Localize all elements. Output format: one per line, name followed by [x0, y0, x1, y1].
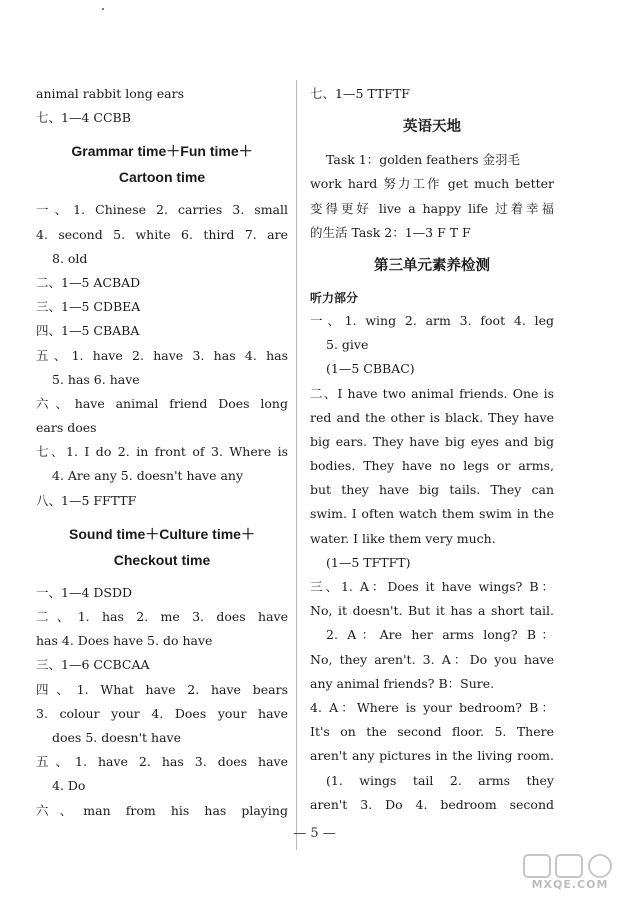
answer-line: 4. A：Where is your bedroom? B：: [310, 699, 554, 715]
answer-line: 四、1. What have 2. have bears: [36, 681, 288, 697]
answer-line: 5. give: [326, 337, 369, 353]
watermark-text: MXQE.COM: [531, 878, 609, 891]
answer-line: 4. Are any 5. doesn't have any: [52, 468, 244, 484]
section-heading: 英语天地: [403, 119, 461, 136]
answer-line: 五、1. have 2. have 3. has 4. has: [36, 347, 288, 363]
spacer: [36, 513, 288, 521]
answer-line: 4. Do: [52, 778, 86, 794]
answer-line: (1—5 CBBAC): [326, 361, 415, 377]
answer-line: water. I like them very much.: [310, 530, 496, 546]
answer-line: 七、1—4 CCBB: [36, 110, 131, 126]
section-heading: 第三单元素养检测: [374, 257, 490, 274]
spacer: [310, 106, 554, 114]
answer-line: 二、1—5 ACBAD: [36, 274, 141, 290]
answer-line: 五、1. have 2. has 3. does have: [36, 754, 288, 770]
answer-line: 4. second 5. white 6. third 7. are: [36, 226, 288, 242]
answer-line: 三、1—6 CCBCAA: [36, 657, 150, 673]
answer-line: 5. has 6. have: [52, 371, 140, 387]
answer-line: red and the other is black. They have: [310, 409, 554, 425]
answer-line: (1. wings tail 2. arms they: [326, 772, 554, 788]
answer-line: has 4. Does have 5. do have: [36, 633, 213, 649]
speck: [102, 8, 104, 10]
page-number: — 5 —: [293, 826, 336, 841]
answer-line: 二、1. has 2. me 3. does have: [36, 609, 288, 624]
answer-line: 六、man from his has playing: [36, 802, 288, 818]
answer-line: work hard 努力工作 get much better: [310, 176, 554, 192]
answer-line: 二、I have two animal friends. One is: [310, 385, 554, 401]
section-heading: Cartoon time: [118, 169, 206, 186]
spacer: [36, 190, 288, 198]
answer-line: 七、1. I do 2. in front of 3. Where is: [36, 444, 288, 460]
answer-line: 六、have animal friend Does long: [36, 395, 288, 411]
answer-line: 一、1. wing 2. arm 3. foot 4. leg: [310, 312, 554, 328]
answer-line: No, they aren't. 3. A：Do you have: [310, 651, 554, 667]
column-divider: [296, 80, 297, 850]
spacer: [310, 279, 554, 287]
answer-line: 8. old: [52, 250, 88, 266]
answer-line: animal rabbit long ears: [36, 86, 184, 101]
spacer: [310, 140, 554, 148]
answer-line: 一、1—4 DSDD: [36, 584, 133, 600]
section-subheading: 听力部分: [310, 290, 359, 305]
answer-line: aren't 3. Do 4. bedroom second: [310, 796, 554, 812]
watermark-logo-icon: [520, 852, 620, 880]
left-column: [36, 82, 288, 823]
answer-line: swim. I often watch them swim in the: [310, 506, 554, 522]
spacer: [310, 245, 554, 253]
answer-line: 变得更好 live a happy life 过着幸福: [310, 200, 554, 216]
answer-line: bodies. They have no legs or arms,: [310, 458, 554, 474]
answer-line: 3. colour your 4. Does your have: [36, 705, 288, 721]
answer-line: does 5. doesn't have: [52, 729, 181, 745]
section-heading: Checkout time: [113, 551, 211, 568]
answer-line: 八、1—5 FFTTF: [36, 492, 137, 508]
answer-line: Task 1：golden feathers 金羽毛: [326, 152, 520, 168]
answer-line: big ears. They have big eyes and big: [310, 433, 554, 449]
answer-line: but they have big tails. They can: [310, 482, 554, 498]
spacer: [36, 573, 288, 581]
section-heading: Sound time＋Culture time＋: [69, 525, 255, 542]
spacer: [36, 130, 288, 138]
answer-line: (1—5 TFTFT): [326, 554, 411, 570]
right-column: [310, 82, 554, 817]
answer-line: aren't any pictures in the living room.: [310, 748, 554, 764]
section-heading: Grammar time＋Fun time＋: [71, 143, 253, 160]
answer-line: any animal friends? B：Sure.: [310, 675, 495, 691]
answer-line: 四、1—5 CBABA: [36, 323, 140, 339]
answer-line: 三、1—5 CDBEA: [36, 299, 141, 315]
site-watermark: [520, 852, 620, 896]
answer-line: 七、1—5 TTFTF: [310, 86, 410, 101]
answer-line: 的生活 Task 2：1—3 F T F: [310, 224, 471, 240]
answer-line: 2. A：Are her arms long? B：: [326, 627, 554, 643]
answer-line: 一、1. Chinese 2. carries 3. small: [36, 202, 288, 218]
answer-line: 三、1. A：Does it have wings? B：: [310, 579, 554, 594]
answer-line: It's on the second floor. 5. There: [310, 724, 554, 740]
answer-line: ears does: [36, 420, 97, 436]
answer-line: No, it doesn't. But it has a short tail.: [310, 603, 554, 619]
